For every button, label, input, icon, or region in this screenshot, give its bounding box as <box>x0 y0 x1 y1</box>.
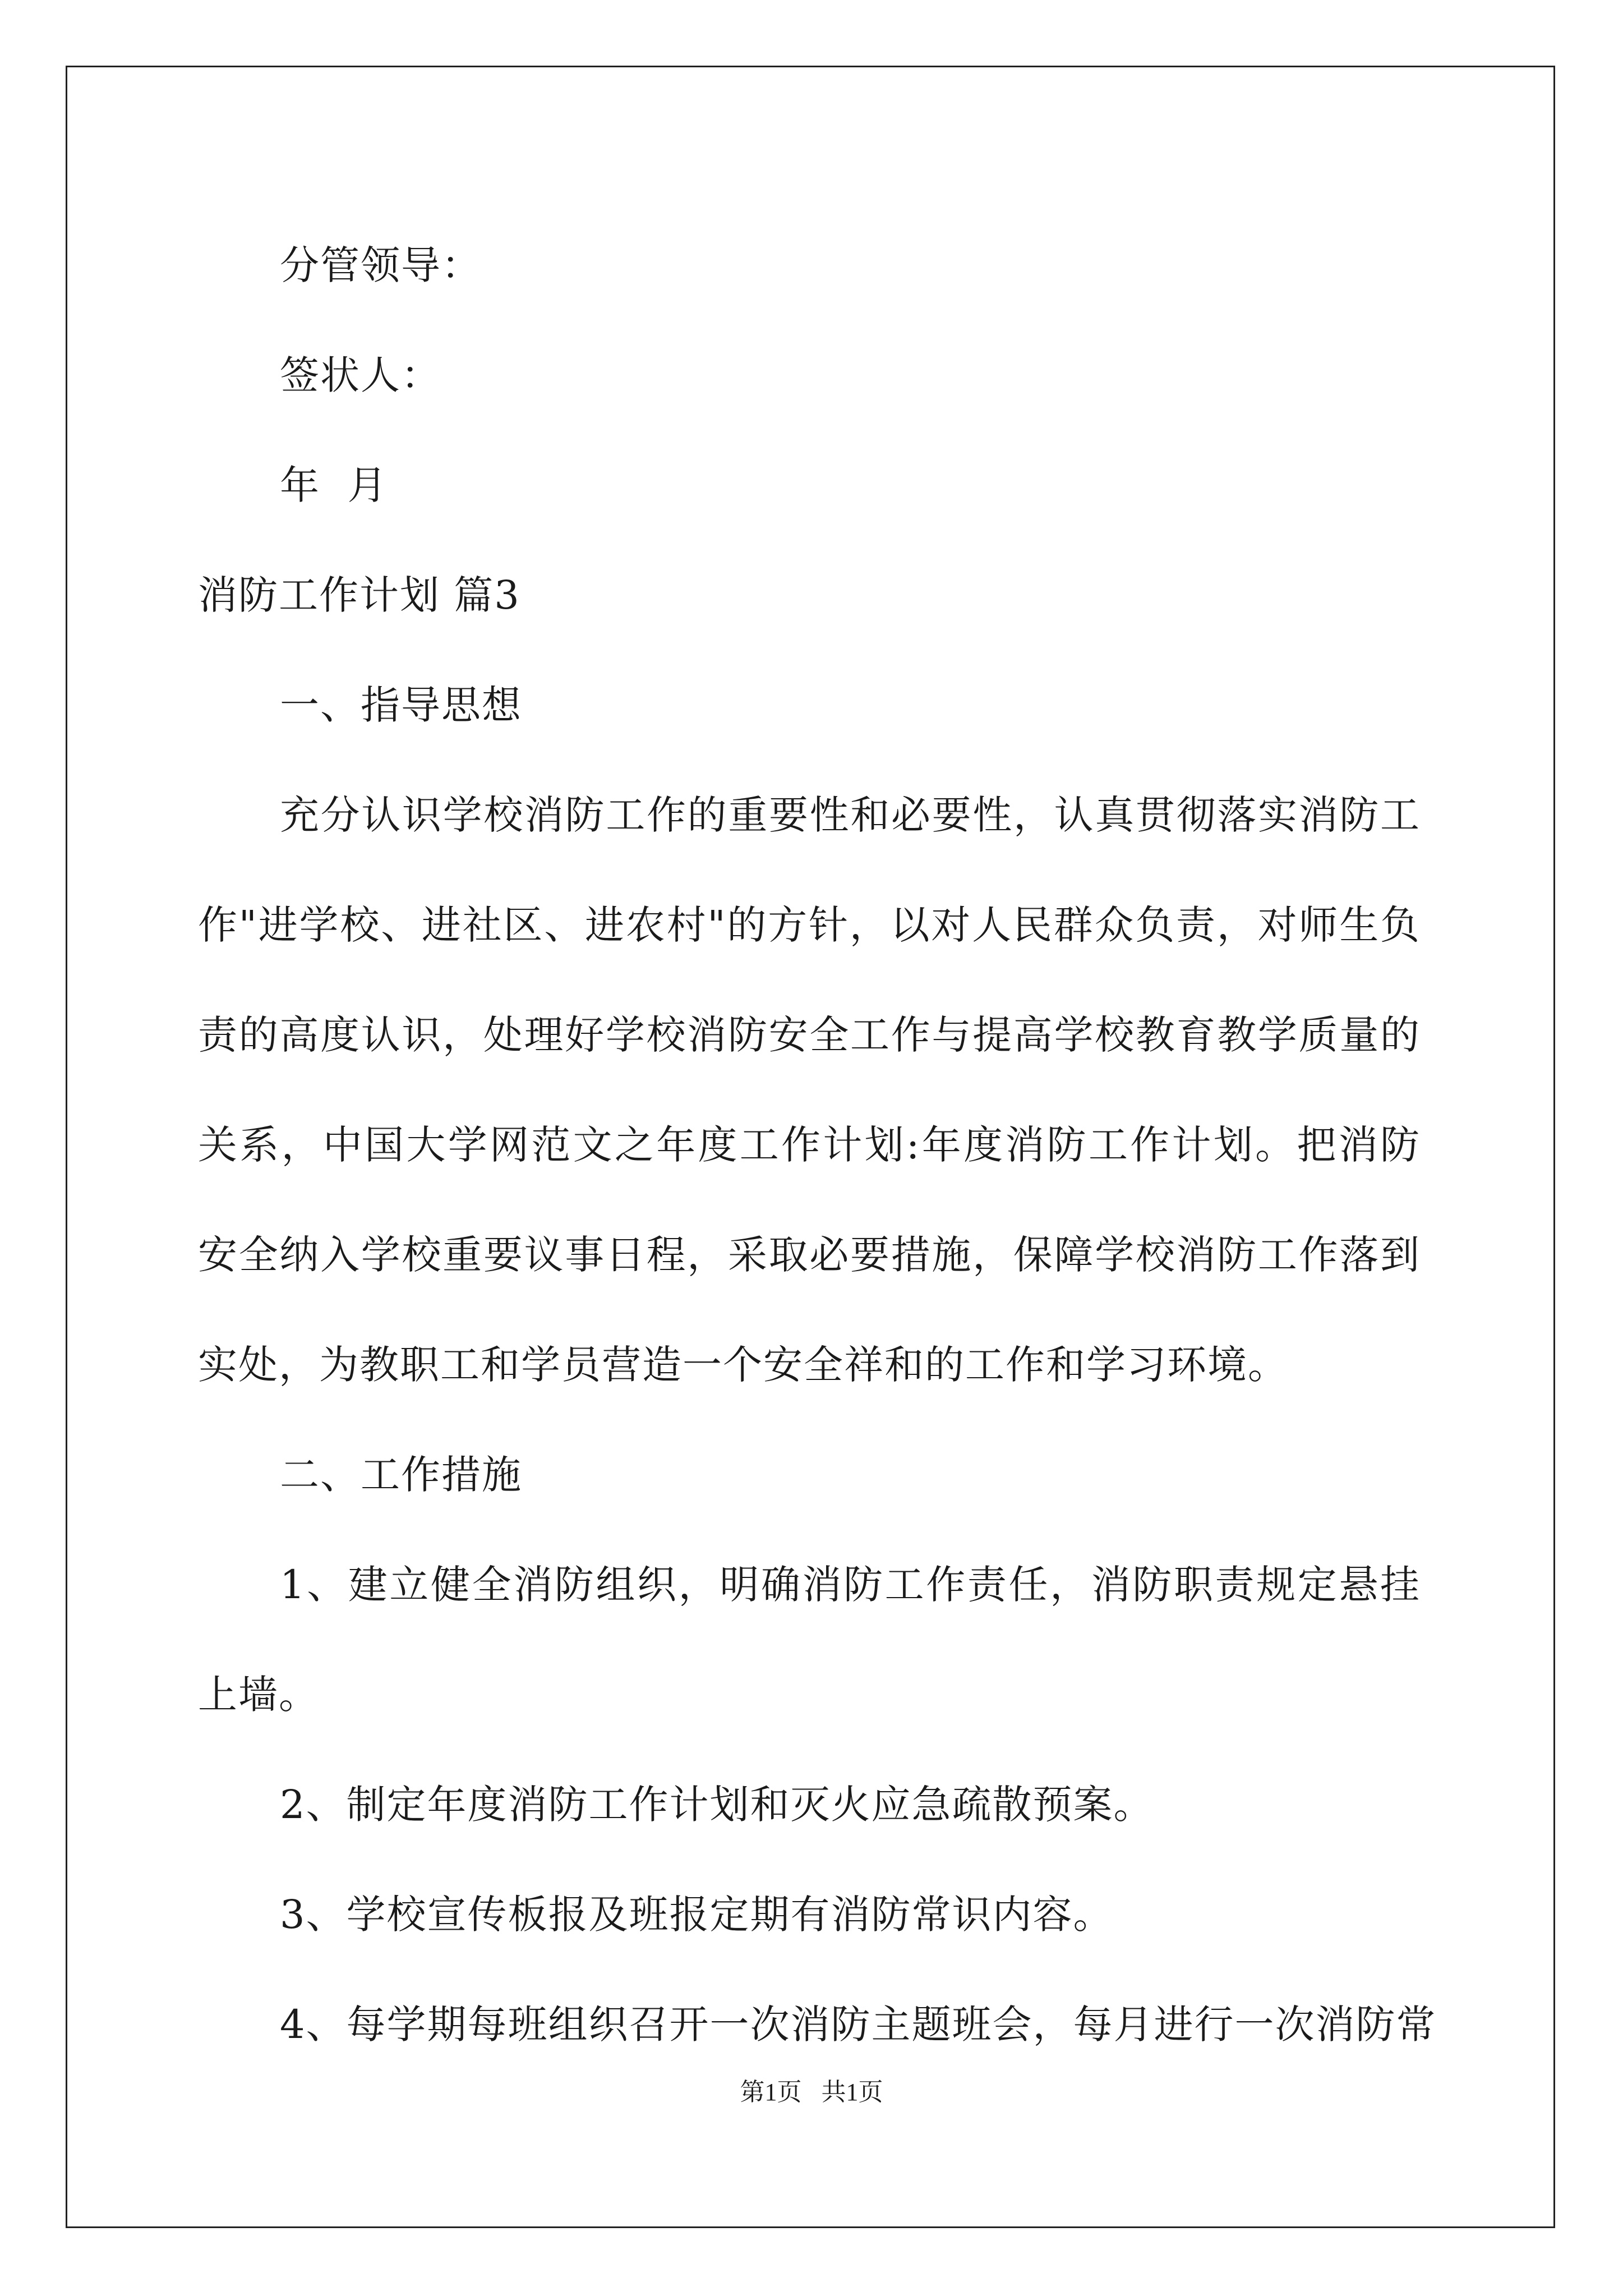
section-title: 消防工作计划 篇3 <box>198 572 520 618</box>
list-item: 1、建立健全消防组织，明确消防工作责任，消防职责规定悬挂上墙。 <box>198 1562 1421 1718</box>
list-item: 2、制定年度消防工作计划和灭火应急疏散预案。 <box>280 1782 1154 1828</box>
page-total: 共1页 <box>821 2078 883 2106</box>
page-number: 第1页 <box>740 2078 802 2106</box>
heading-guiding-ideology: 一、指导思想 <box>280 682 522 728</box>
document-body <box>198 210 1437 2079</box>
list-item: 3、学校宣传板报及班报定期有消防常识内容。 <box>280 1892 1114 1938</box>
date-line: 年 月 <box>280 462 388 508</box>
heading-work-measures: 二、工作措施 <box>280 1452 522 1498</box>
signature-line-signer: 签状人： <box>280 352 441 398</box>
list-item: 4、每学期每班组织召开一次消防主题班会，每月进行一次消防常 <box>280 2001 1437 2047</box>
paragraph-guiding-ideology: 充分认识学校消防工作的重要性和必要性，认真贯彻落实消防工作"进学校、进社区、进农村"的方针，以对人民群众负责，对师生负责的高度认识，处理好学校消防安全工作与提高学校教育教学质量的关系，中国大学网范文之年度工作计划:年度消防工作计划。把消防安全纳入学校重要议事日程，采取必要措施，保障学校消防工作落到实处，为教职工和学员营造一个安全祥和的工作和学习环境。 <box>198 792 1421 1388</box>
signature-line-supervisor: 分管领导： <box>280 242 482 288</box>
page-footer <box>0 2076 1623 2109</box>
